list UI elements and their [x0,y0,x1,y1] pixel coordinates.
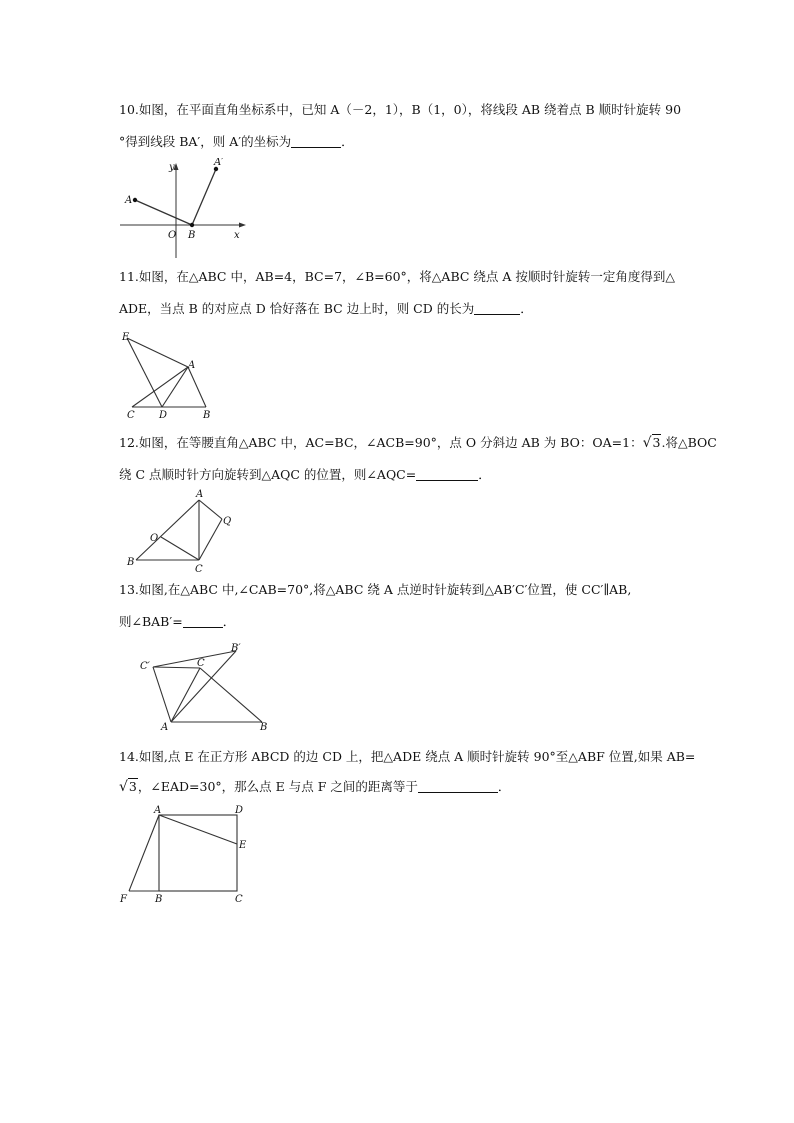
label-B: B [260,722,268,732]
label-A: A [154,805,162,816]
q12-line2: 绕 C 点顺时针方向旋转到△AQC 的位置，则∠AQC= ． [119,467,491,482]
label-A: A [125,195,133,206]
answer-blank [418,780,498,793]
label-C: C [195,564,203,575]
q13-line1: 13.如图,在△ABC 中,∠CAB=70°,将△ABC 绕 A 点逆时针旋转到△AB′C′位置，使 CC′∥AB, [119,582,632,597]
label-E: E [122,332,130,343]
q14-line1: 14.如图,点 E 在正方形 ABCD 的边 CD 上，把△ADE 绕点 A 顺时针旋转 90°至△ABF 位置,如果 AB= [119,749,696,764]
label-B: B [203,410,211,420]
sqrt-3: √3 [119,779,137,795]
label-O: O [150,533,159,544]
label-y: y [169,162,175,173]
label-B: B [127,557,135,568]
label-B: B [155,894,163,905]
q13-figure [134,640,274,732]
q12-figure [118,486,248,576]
label-O: O [168,230,177,241]
answer-blank [291,135,341,148]
q10-line2: °得到线段 BA′，则 A′的坐标为 ． [119,134,354,149]
label-F: F [120,894,127,905]
label-C: C [235,894,243,905]
label-C: C [197,658,205,669]
label-B-prime: B′ [231,643,241,654]
label-Q: Q [223,516,232,527]
q10-figure [118,158,248,262]
label-x: x [234,230,240,241]
label-C-prime: C′ [140,661,150,672]
q12-line1: 12.如图，在等腰直角△ABC 中，AC=BC，∠ACB=90°，点 O 分斜边 AB 为 BO：OA=1：√3.将△BOC [119,435,717,451]
label-A: A [161,722,169,732]
label-A: A [188,360,196,371]
label-E: E [239,840,247,851]
q10-line1: 10.如图，在平面直角坐标系中，已知 A（－2，1），B（1，0），将线段 AB 绕着点 B 顺时针旋转 90 [119,102,682,117]
label-A: A [196,489,204,500]
label-C: C [127,410,135,420]
q14-line2: √3，∠EAD=30°，那么点 E 与点 F 之间的距离等于 ． [119,779,511,795]
label-B: B [188,230,196,241]
answer-blank [416,468,478,481]
q11-figure [118,328,218,420]
label-D: D [159,410,168,420]
q11-line2: ADE，当点 B 的对应点 D 恰好落在 BC 边上时，则 CD 的长为 ． [119,301,533,316]
label-D: D [235,805,244,816]
answer-blank [474,302,520,315]
label-A-prime: A′ [214,158,224,168]
q14-figure [114,804,254,906]
q11-line1: 11.如图，在△ABC 中，AB=4，BC=7，∠B=60°，将△ABC 绕点 A 按顺时针旋转一定角度得到△ [119,269,675,284]
sqrt-3: √3 [642,435,661,451]
q13-line2: 则∠BAB′= ． [119,614,236,629]
answer-blank [183,615,223,628]
